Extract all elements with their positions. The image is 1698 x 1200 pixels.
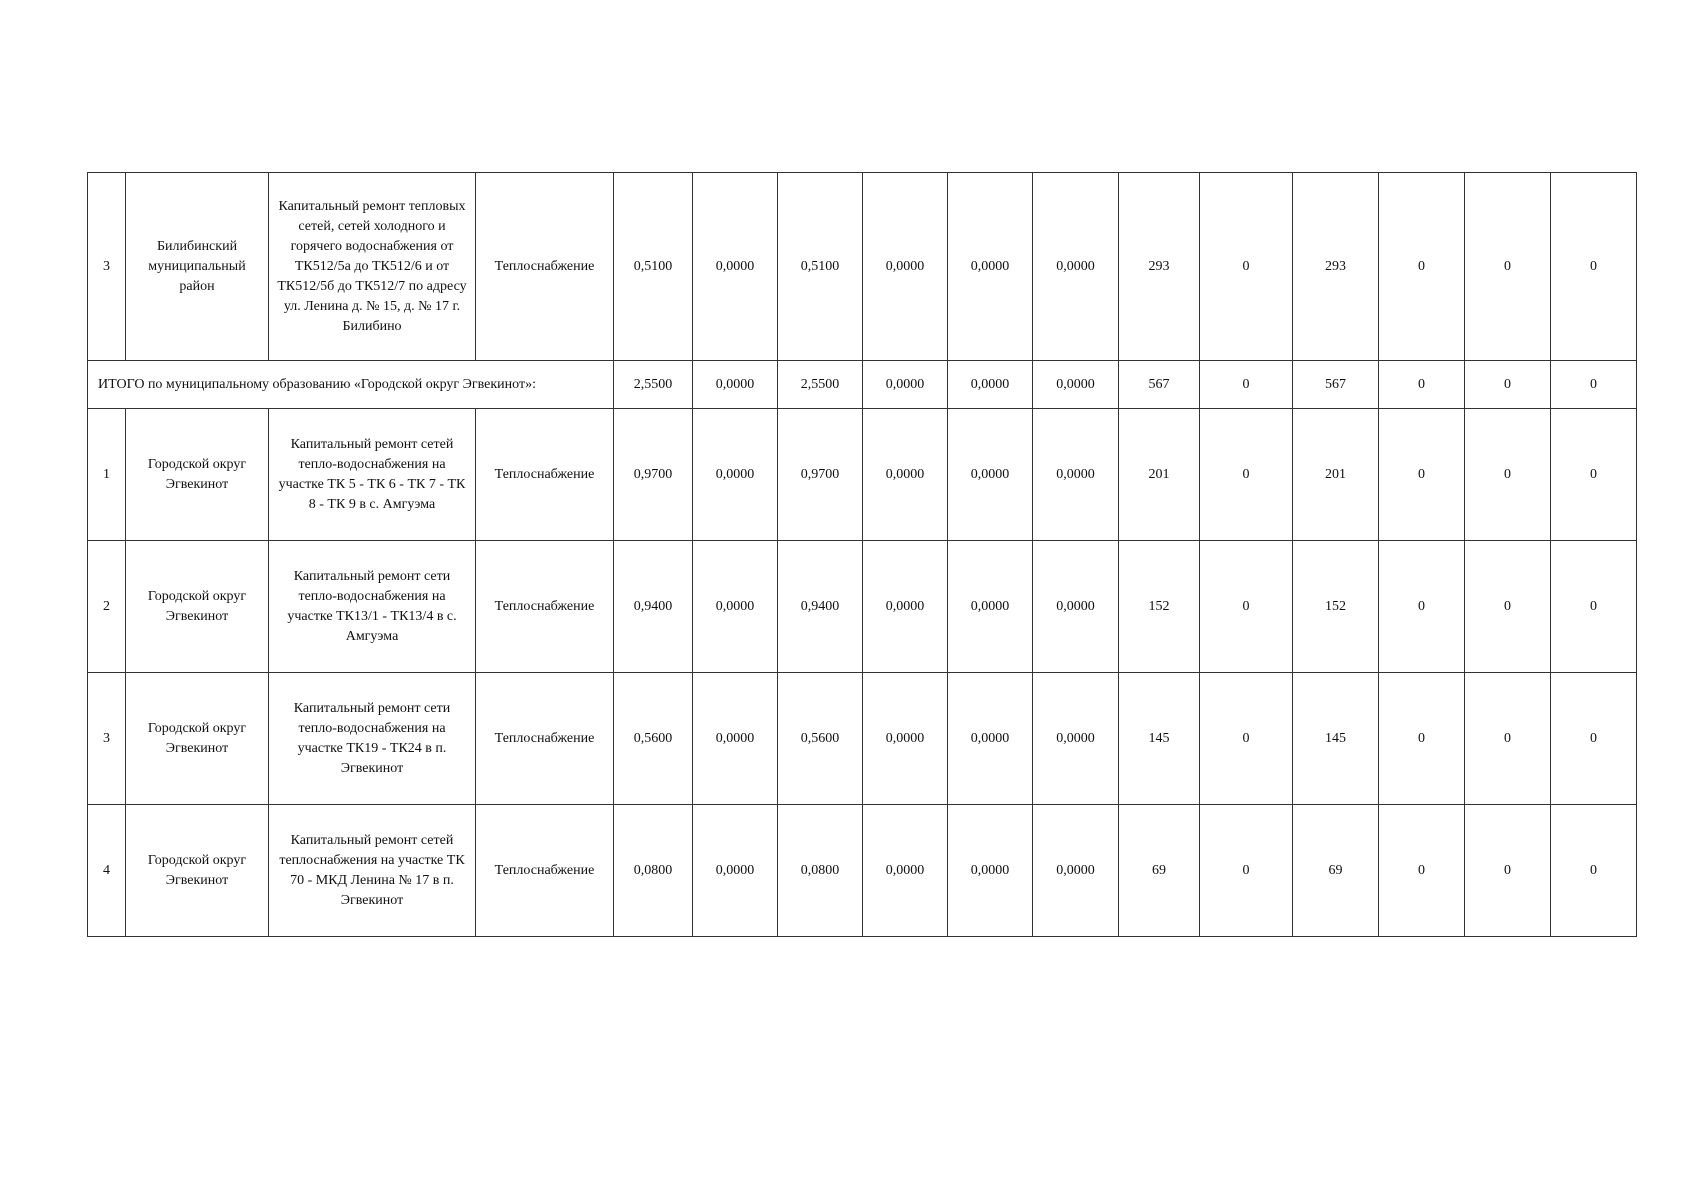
value-cell: 0: [1465, 361, 1551, 409]
value-cell: 0: [1551, 409, 1637, 541]
value-cell: 0: [1551, 361, 1637, 409]
value-cell: 0: [1200, 173, 1293, 361]
value-cell: 0,9700: [614, 409, 693, 541]
value-cell: 567: [1293, 361, 1379, 409]
value-cell: 201: [1293, 409, 1379, 541]
municipality-cell: Городской округ Эгвекинот: [126, 409, 269, 541]
value-cell: 293: [1119, 173, 1200, 361]
value-cell: 0,0000: [948, 361, 1033, 409]
utility-type-cell: Теплоснабжение: [476, 805, 614, 937]
table-row: [88, 541, 1637, 673]
value-cell: 0: [1200, 673, 1293, 805]
row-number: 3: [88, 673, 126, 805]
value-cell: 0: [1379, 173, 1465, 361]
total-row: [88, 361, 1637, 409]
value-cell: 0,0000: [948, 805, 1033, 937]
value-cell: 0,9400: [778, 541, 863, 673]
municipality-cell: Билибинский муниципальный район: [126, 173, 269, 361]
value-cell: 0,0000: [948, 409, 1033, 541]
value-cell: 0,0000: [693, 673, 778, 805]
description-cell: Капитальный ремонт сетей тепло-водоснабжения на участке ТК 5 - ТК 6 - ТК 7 - ТК 8 - ТК 9 в с. Амгуэма: [269, 409, 476, 541]
value-cell: 0,5600: [778, 673, 863, 805]
value-cell: 0,5100: [778, 173, 863, 361]
row-number: 3: [88, 173, 126, 361]
municipality-cell: Городской округ Эгвекинот: [126, 805, 269, 937]
table-row: [88, 805, 1637, 937]
works-table: [87, 172, 1637, 937]
value-cell: 69: [1293, 805, 1379, 937]
value-cell: 0,0000: [1033, 805, 1119, 937]
value-cell: 0: [1551, 673, 1637, 805]
value-cell: 201: [1119, 409, 1200, 541]
value-cell: 0,5600: [614, 673, 693, 805]
value-cell: 0,0000: [863, 673, 948, 805]
value-cell: 0: [1551, 805, 1637, 937]
value-cell: 0: [1465, 409, 1551, 541]
description-cell: Капитальный ремонт тепловых сетей, сетей холодного и горячего водоснабжения от ТК512/5а до ТК512/6 и от ТК512/5б до ТК512/7 по адресу ул. Ленина д. № 15, д. № 17 г. Билибино: [269, 173, 476, 361]
value-cell: 0,9400: [614, 541, 693, 673]
value-cell: 0: [1551, 541, 1637, 673]
row-number: 2: [88, 541, 126, 673]
value-cell: 69: [1119, 805, 1200, 937]
document-page: [87, 172, 1633, 937]
value-cell: 145: [1293, 673, 1379, 805]
value-cell: 0,9700: [778, 409, 863, 541]
value-cell: 0,0800: [778, 805, 863, 937]
row-number: 1: [88, 409, 126, 541]
value-cell: 0,0000: [948, 173, 1033, 361]
utility-type-cell: Теплоснабжение: [476, 673, 614, 805]
value-cell: 0: [1465, 805, 1551, 937]
value-cell: 0,0000: [863, 361, 948, 409]
table-row: [88, 173, 1637, 361]
utility-type-cell: Теплоснабжение: [476, 541, 614, 673]
utility-type-cell: Теплоснабжение: [476, 173, 614, 361]
description-cell: Капитальный ремонт сети тепло-водоснабжения на участке ТК13/1 - ТК13/4 в с. Амгуэма: [269, 541, 476, 673]
value-cell: 0,0000: [693, 805, 778, 937]
value-cell: 0,0000: [693, 409, 778, 541]
value-cell: 0: [1465, 673, 1551, 805]
value-cell: 145: [1119, 673, 1200, 805]
value-cell: 0: [1379, 805, 1465, 937]
table-row: [88, 409, 1637, 541]
utility-type-cell: Теплоснабжение: [476, 409, 614, 541]
value-cell: 0: [1551, 173, 1637, 361]
value-cell: 0: [1200, 541, 1293, 673]
value-cell: 0,0000: [948, 541, 1033, 673]
description-cell: Капитальный ремонт сети тепло-водоснабжения на участке ТК19 - ТК24 в п. Эгвекинот: [269, 673, 476, 805]
value-cell: 0,0000: [1033, 361, 1119, 409]
value-cell: 0: [1379, 541, 1465, 673]
value-cell: 0,0000: [1033, 673, 1119, 805]
value-cell: 0: [1379, 409, 1465, 541]
value-cell: 0,0000: [1033, 541, 1119, 673]
value-cell: 0: [1465, 541, 1551, 673]
value-cell: 0,0000: [863, 409, 948, 541]
description-cell: Капитальный ремонт сетей теплоснабжения на участке ТК 70 - МКД Ленина № 17 в п. Эгвекинот: [269, 805, 476, 937]
value-cell: 0,0000: [948, 673, 1033, 805]
value-cell: 2,5500: [778, 361, 863, 409]
value-cell: 567: [1119, 361, 1200, 409]
value-cell: 293: [1293, 173, 1379, 361]
value-cell: 0: [1379, 673, 1465, 805]
value-cell: 0,5100: [614, 173, 693, 361]
value-cell: 0,0000: [1033, 409, 1119, 541]
total-label: ИТОГО по муниципальному образованию «Городской округ Эгвекинот»:: [88, 361, 614, 409]
value-cell: 152: [1293, 541, 1379, 673]
value-cell: 0: [1200, 805, 1293, 937]
value-cell: 0: [1379, 361, 1465, 409]
value-cell: 0: [1200, 409, 1293, 541]
value-cell: 0,0000: [693, 541, 778, 673]
value-cell: 0,0000: [1033, 173, 1119, 361]
value-cell: 0,0800: [614, 805, 693, 937]
municipality-cell: Городской округ Эгвекинот: [126, 541, 269, 673]
value-cell: 152: [1119, 541, 1200, 673]
row-number: 4: [88, 805, 126, 937]
municipality-cell: Городской округ Эгвекинот: [126, 673, 269, 805]
value-cell: 0,0000: [693, 173, 778, 361]
value-cell: 0: [1465, 173, 1551, 361]
value-cell: 0,0000: [863, 541, 948, 673]
table-row: [88, 673, 1637, 805]
value-cell: 0: [1200, 361, 1293, 409]
value-cell: 2,5500: [614, 361, 693, 409]
value-cell: 0,0000: [863, 173, 948, 361]
value-cell: 0,0000: [693, 361, 778, 409]
value-cell: 0,0000: [863, 805, 948, 937]
